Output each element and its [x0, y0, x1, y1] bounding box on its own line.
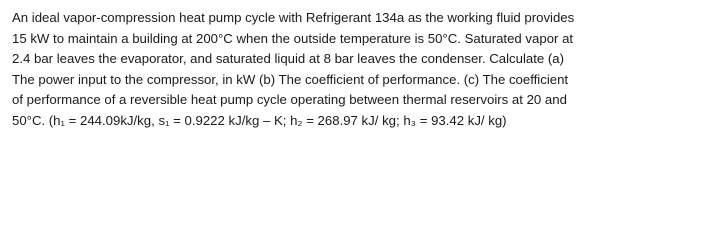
problem-line: 50°C. (h₁ = 244.09kJ/kg, s₁ = 0.9222 kJ/kg – K; h₂ = 268.97 kJ/ kg; h₃ = 93.42 kJ/ kg) — [12, 112, 507, 128]
problem-line: 15 kW to maintain a building at 200°C when the outside temperature is 50°C. Saturated vapor at — [12, 30, 574, 46]
problem-line: The power input to the compressor, in kW (b) The coefficient of performance. (c) The coefficient — [12, 71, 569, 87]
problem-text-block — [12, 8, 716, 132]
problem-line: 2.4 bar leaves the evaporator, and saturated liquid at 8 bar leaves the condenser. Calculate (a) — [12, 51, 565, 67]
problem-line: of performance of a reversible heat pump cycle operating between thermal reservoirs at 20 and — [12, 92, 567, 108]
problem-line: An ideal vapor-compression heat pump cycle with Refrigerant 134a as the working fluid provides — [12, 10, 575, 25]
